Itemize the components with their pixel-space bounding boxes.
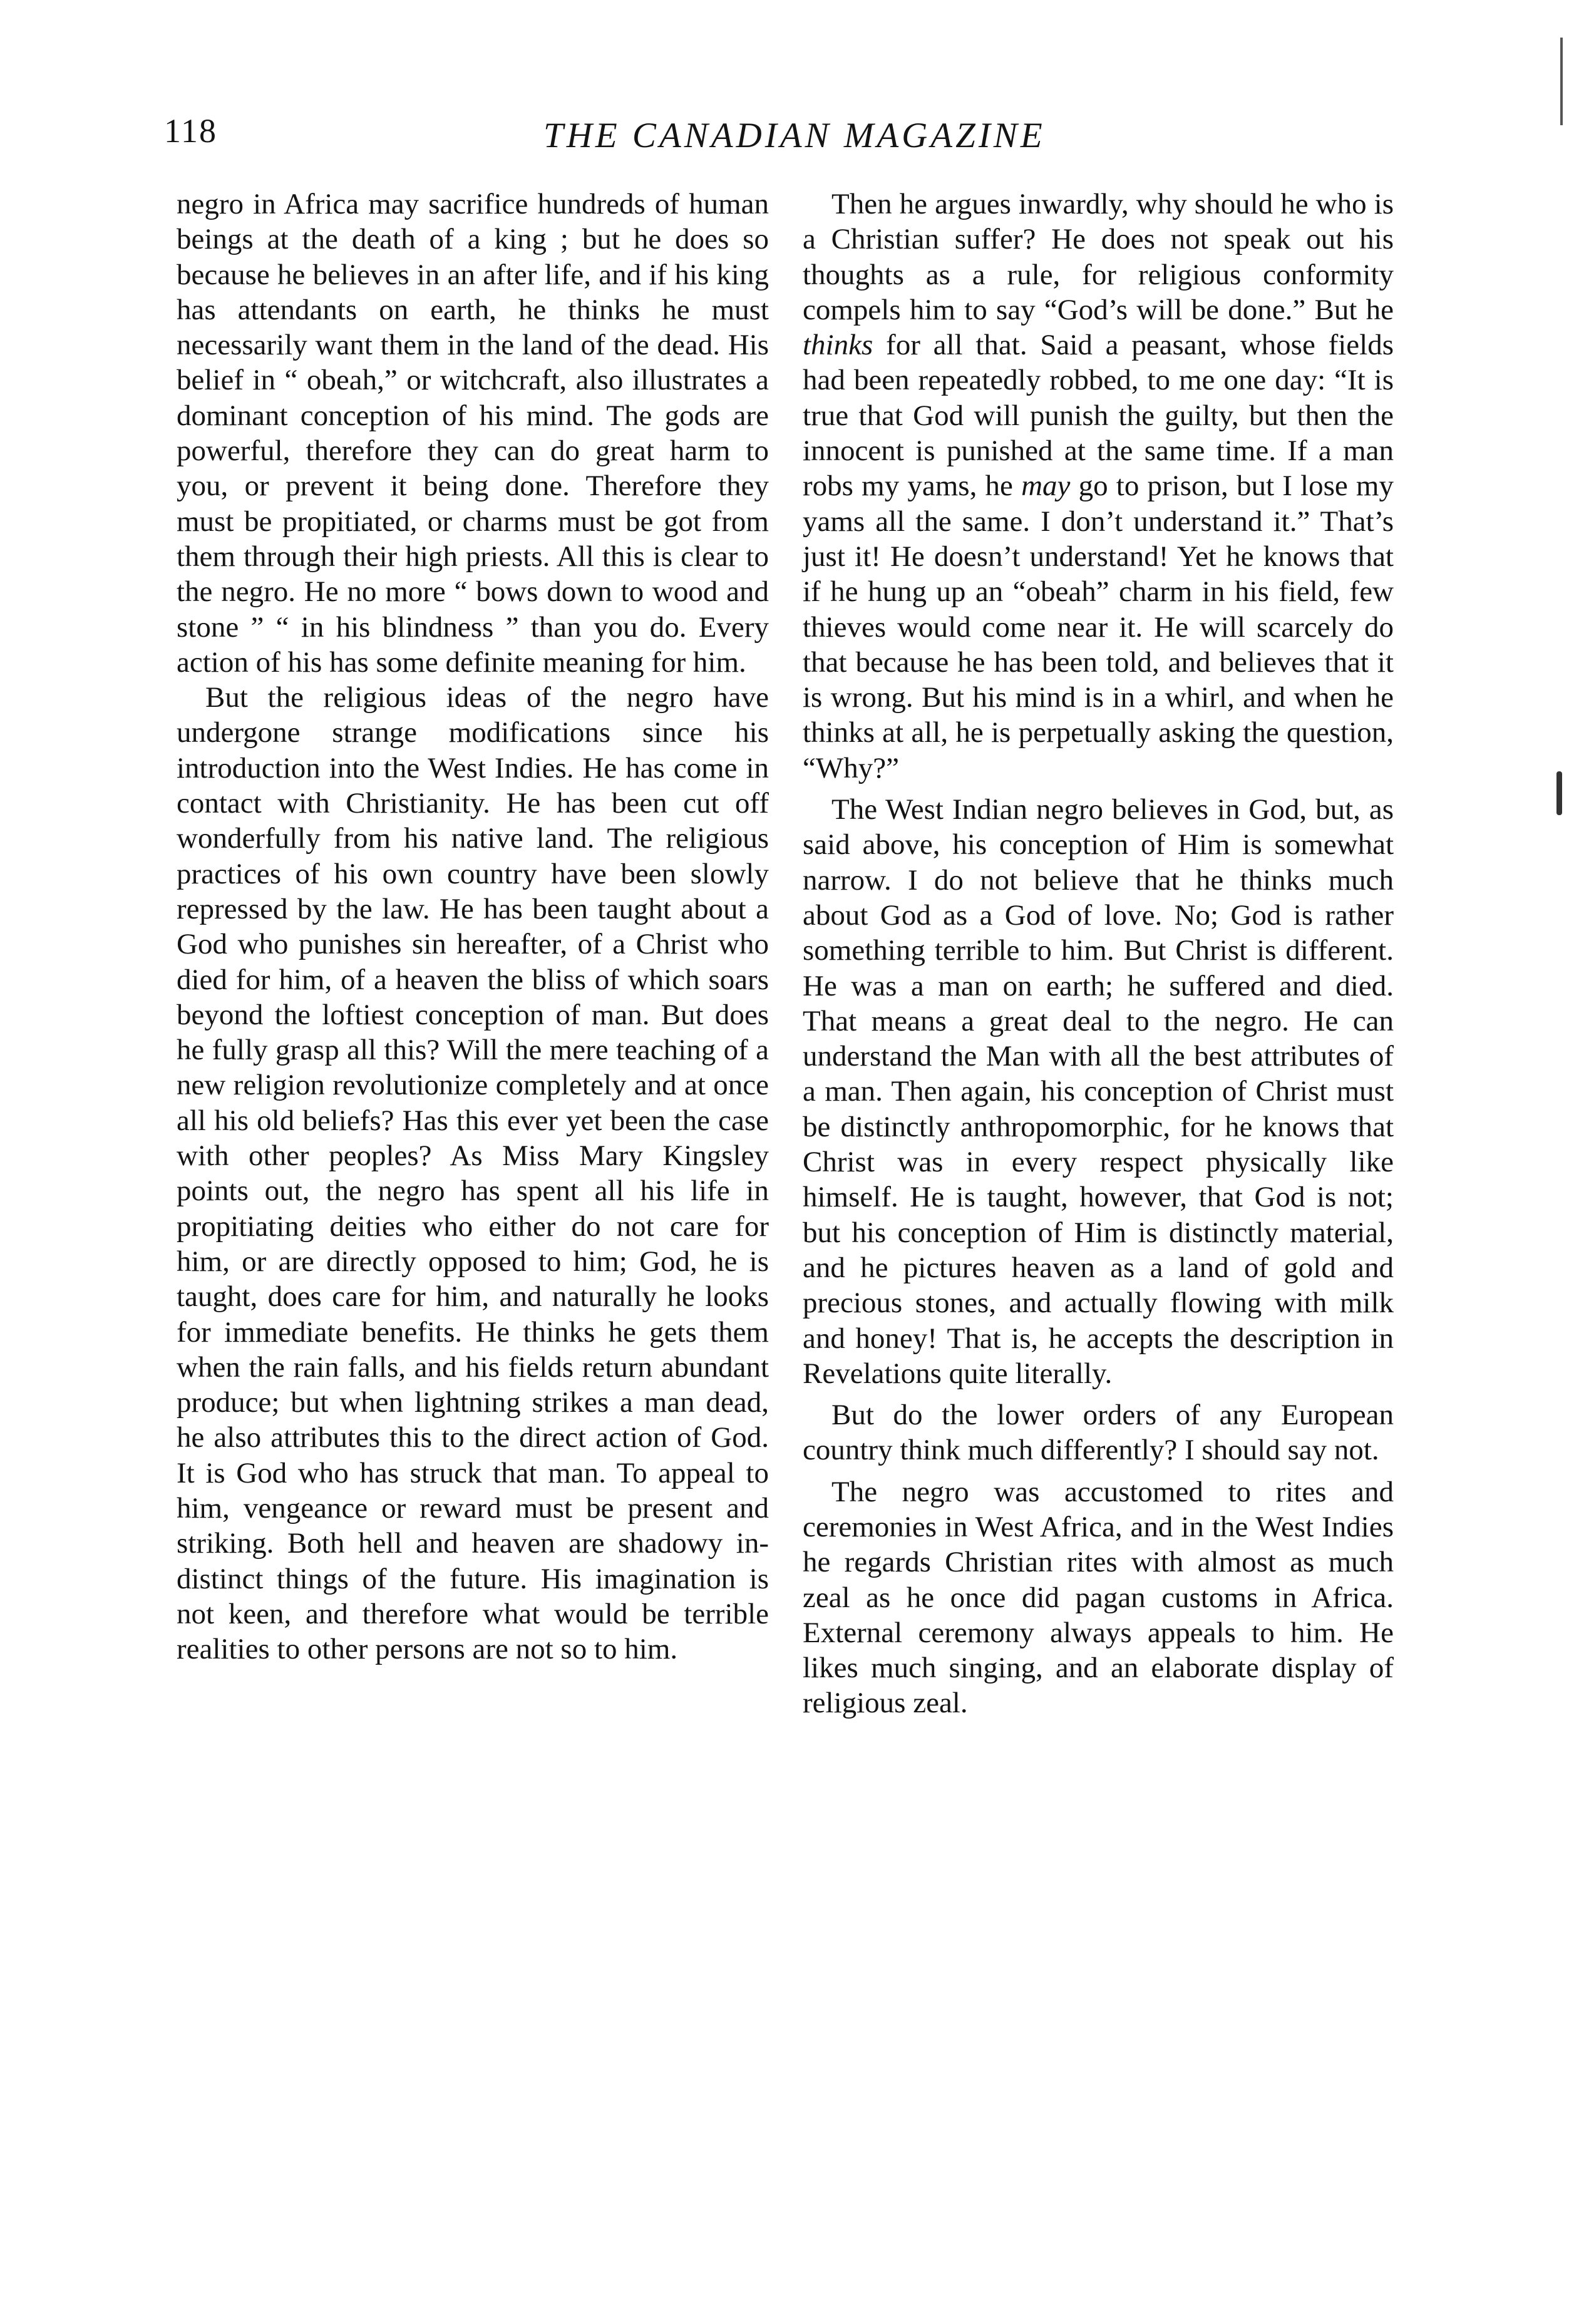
paragraph: But the religious ideas of the negro have undergone strange modifications since his introduction into the West Indies. He has come in contact with Christianity. He has been cut off wonderfully from his native land. The religious practices of his own country have been slowly repressed by the law. He has been taught about a God who punishes sin hereafter, of a Christ who died for him, of a heaven the bliss of which soars beyond the loftiest conception of man. But does he fully grasp all this? Will the mere teaching of a new religion revolutionize completely and at once all his old beliefs? Has this ever yet been the case with other peoples? As Miss Mary Kingsley points out, the negro has spent all his life in propitiating deities who either do not care for him, or are directly opposed to him; God, he is taught, does care for him, and naturally he looks for immediate benefits. He thinks he gets them when the rain falls, and his fields return abundant produce; but when lightning strikes a man dead, he also attributes this to the direct action of God. It is God who has struck that man. To appeal to him, vengeance or reward must be present and striking. Both hell and heaven are shadowy indistinct things of the future. His imagination is not keen, and therefore what would be terrible realities to other persons are not so to him. xyxy=(177,681,769,1666)
paragraph: The West Indian negro believes in God, but, as said above, his conception of Him is somewhat narrow. I do not believe that he thinks much about God as a God of love. No; God is rather something terrible to him. But Christ is different. He was a man on earth; he suffered and died. That means a great deal to the negro. He can understand the Man with all the best attributes of a man. Then again, his conception of Christ must be distinctly anthropomorphic, for he knows that Christ was in every respect physically like himself. He is taught, however, that God is not; but his conception of Him is distinctly material, and he pictures heaven as a land of gold and precious stones, and actually flowing with milk and honey! That is, he accepts the description in Revelations quite literally. xyxy=(803,793,1394,1390)
paragraph: But do the lower orders of any European country think much differently? I should say not. xyxy=(803,1399,1394,1467)
right-column xyxy=(803,187,1394,1721)
page-number: 118 xyxy=(164,112,217,150)
text-run: Then he argues inwardly, why should he who is a Christian suffer? He does not speak out his thoughts as a rule, for religious conformity compels him to say “God’s will be done.” But he xyxy=(803,188,1394,326)
scan-edge-mark xyxy=(1556,771,1562,815)
paragraph xyxy=(803,187,1394,786)
scan-edge-mark xyxy=(1560,38,1563,125)
running-head: THE CANADIAN MAGAZINE xyxy=(543,116,1046,155)
text-run: go to prison, but I lose my yams all the same. I don’t understand it.” That’s just it! He doesn’t understand! Yet he knows that if he hung up an “obeah” charm in his field, few thieves would come near it. He will scarcely do that because he has been told, and believes that it is wrong. But his mind is in a whirl, and when he thinks at all, he is perpetually asking the question, “Why?” xyxy=(803,470,1394,784)
text-run: for all that. Said a peasant, whose fields had been repeatedly robbed, to me one day: “It is true that God will punish the guilty, but then the innocent is punished at the same time. If a man robs my yams, he xyxy=(803,329,1394,503)
emphasis-may: may xyxy=(1021,470,1071,503)
paragraph: The negro was accustomed to rites and ceremonies in West Africa, and in the West Indies he regards Christian rites with almost as much zeal as he once did pagan customs in Africa. External ceremony always appeals to him. He likes much singing, and an elaborate display of religious zeal. xyxy=(803,1475,1394,1720)
paragraph: negro in Africa may sacrifice hundreds of human beings at the death of a king ; but he does so because he believes in an after life, and if his king has attendants on earth, he thinks he must necessarily want them in the land of the dead. His belief in “ obeah,” or witchcraft, also illustrates a dominant conception of his mind. The gods are powerful, therefore they can do great harm to you, or prevent it being done. Therefore they must be propitiated, or charms must be got from them through their high priests. All this is clear to the negro. He no more “ bows down to wood and stone ” “ in his blindness ” than you do. Every action of his has some definite meaning for him. xyxy=(177,188,769,679)
left-column xyxy=(177,187,769,1667)
emphasis-thinks: thinks xyxy=(803,329,873,362)
